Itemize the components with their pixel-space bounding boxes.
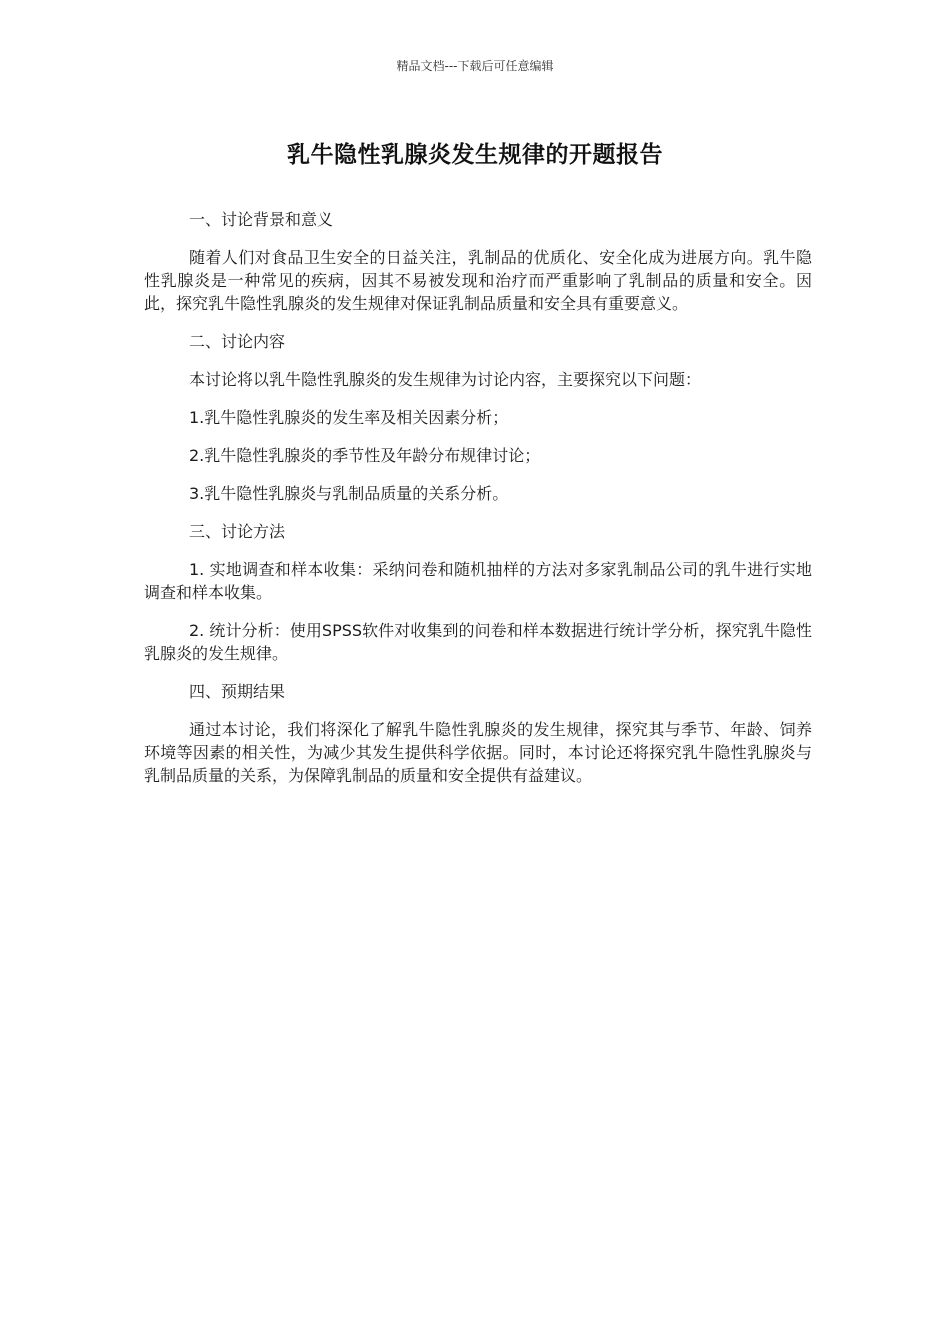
- list-item-content-3: 3.乳牛隐性乳腺炎与乳制品质量的关系分析。: [189, 484, 509, 503]
- list-item-content-2: 2.乳牛隐性乳腺炎的季节性及年龄分布规律讨论；: [189, 446, 541, 465]
- paragraph-results: 通过本讨论，我们将深化了解乳牛隐性乳腺炎的发生规律，探究其与季节、年龄、饲养环境等因素的相关性，为减少其发生提供科学依据。同时，本讨论还将探究乳牛隐性乳腺炎与乳制品质量的关系，为保障乳制品的质量和安全提供有益建议。: [144, 720, 812, 785]
- list-item-content-1: 1.乳牛隐性乳腺炎的发生率及相关因素分析；: [189, 408, 509, 427]
- list-item-method-1: 1. 实地调查和样本收集：采纳问卷和随机抽样的方法对多家乳制品公司的乳牛进行实地调查和样本收集。: [144, 560, 812, 602]
- page-header: 精品文档---下载后可任意编辑: [396, 59, 554, 73]
- section-heading-content: 二、讨论内容: [189, 332, 286, 351]
- section-heading-results: 四、预期结果: [189, 682, 286, 701]
- document-body: [144, 208, 812, 802]
- section-heading-background: 一、讨论背景和意义: [189, 210, 334, 229]
- paragraph-content-intro: 本讨论将以乳牛隐性乳腺炎的发生规律为讨论内容，主要探究以下问题：: [189, 370, 702, 389]
- document-title: 乳牛隐性乳腺炎发生规律的开题报告: [287, 142, 663, 168]
- section-heading-methods: 三、讨论方法: [189, 522, 286, 541]
- paragraph-background: 随着人们对食品卫生安全的日益关注，乳制品的优质化、安全化成为进展方向。乳牛隐性乳腺炎是一种常见的疾病，因其不易被发现和治疗而严重影响了乳制品的质量和安全。因此，探究乳牛隐性乳腺炎的发生规律对保证乳制品质量和安全具有重要意义。: [144, 248, 812, 313]
- list-item-method-2: 2. 统计分析：使用SPSS软件对收集到的问卷和样本数据进行统计学分析，探究乳牛隐性乳腺炎的发生规律。: [144, 621, 812, 663]
